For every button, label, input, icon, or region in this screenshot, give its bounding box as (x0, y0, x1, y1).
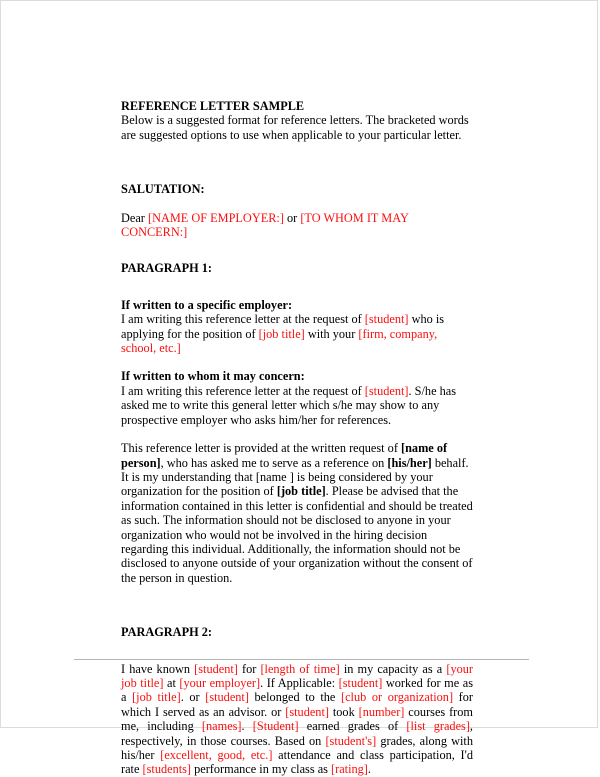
placeholder-your-job-title: [your job title] (121, 661, 473, 690)
bold-his-her: [his/her] (387, 455, 432, 470)
text-segment: . S/he has asked me to write this general letter which s/he may show to any prospective employer who asks him/her for references. (121, 383, 456, 427)
text-segment: earned grades of (298, 719, 407, 734)
placeholder-rating: [rating] (331, 762, 368, 777)
placeholder-firm-company-school: [firm, company, school, etc.] (121, 326, 438, 356)
placeholder-list-grades: [list grades] (406, 719, 470, 734)
bold-name-of-person: [name of person] (121, 441, 448, 470)
placeholder-job-title: [job title] (132, 690, 181, 705)
placeholder-names: [names] (201, 719, 242, 734)
spacer (121, 585, 473, 625)
placeholder-student: [student] (364, 312, 409, 327)
placeholder-student: [student] (364, 383, 409, 398)
text-segment: I am writing this reference letter at the request of (121, 312, 365, 327)
specific-employer-paragraph (121, 312, 473, 355)
paragraph2-heading: PARAGRAPH 2: (121, 625, 212, 640)
text-segment: behalf. It is my understanding that [name ] is being considered by your organization for the position of (121, 455, 469, 499)
text-segment: at (163, 675, 180, 690)
specific-employer-subheading: If written to a specific employer: (121, 297, 293, 312)
placeholder-job-title: [job title] (258, 326, 305, 341)
text-segment: . (241, 719, 253, 734)
text-segment: . Please be advised that the information contained in this letter is confidential and should be treated as such. The information should not be disclosed to anyone in your organization who would not be involved in the hiring decision regarding this individual. Additionally, the information should not be disclosed to anyone outside of your organization without the consent of the person in question. (121, 484, 473, 585)
page-divider-rule (74, 659, 529, 660)
salutation-prefix: Dear (121, 210, 148, 225)
placeholder-student-capital: [Student] (252, 719, 299, 734)
text-segment: , who has asked me to serve as a reference on (160, 455, 388, 470)
paragraph2-body (121, 662, 473, 777)
text-segment: , respectively, in those courses. Based on (121, 719, 473, 748)
placeholder-student: [student] (194, 661, 238, 676)
placeholder-excellent-good-etc: [excellent, good, etc.] (160, 748, 273, 762)
paragraph1-heading: PARAGRAPH 1: (121, 261, 212, 276)
spacer (121, 239, 473, 261)
text-segment: I have known (121, 661, 195, 676)
placeholder-student: [student] (205, 690, 249, 705)
text-segment: for which I served as an advisor. or (121, 690, 473, 719)
salutation-heading: SALUTATION: (121, 182, 205, 197)
bold-job-title: [job title] (276, 484, 326, 499)
spacer (121, 197, 473, 211)
text-segment: who is applying for the position of (121, 312, 445, 341)
text-segment: with your (304, 326, 359, 341)
spacer (121, 142, 473, 182)
placeholder-your-employer: [your employer] (179, 675, 261, 690)
salutation-line (121, 211, 473, 240)
whom-it-may-concern-paragraph (121, 384, 473, 427)
text-segment: performance in my class as (191, 762, 332, 777)
placeholder-number: [number] (358, 704, 405, 719)
salutation-middle: or (283, 210, 301, 225)
text-segment: I am writing this reference letter at the request of (121, 383, 365, 398)
text-segment: grades, along with his/her (121, 733, 473, 762)
text-segment: . If Applicable: (260, 675, 339, 690)
intro-paragraph: Below is a suggested format for reference letters. The bracketed words are suggested options to use when applicable to your particular letter. (121, 113, 469, 142)
text-segment: . (367, 762, 371, 777)
text-segment: attendance and class participation, I'd rate (121, 748, 474, 777)
placeholder-student: [student] (338, 675, 383, 690)
spacer (121, 427, 473, 441)
text-segment: worked for me as a (121, 675, 473, 705)
text-segment: took (328, 704, 359, 719)
placeholder-students: [students] (142, 762, 192, 777)
placeholder-student: [student] (285, 704, 329, 719)
placeholder-length-of-time: [length of time] (260, 661, 340, 676)
text-segment: belonged to the (248, 690, 341, 705)
text-segment: in my capacity as a (339, 661, 447, 676)
whom-it-may-concern-subheading: If written to whom it may concern: (121, 369, 305, 384)
confidential-paragraph (121, 441, 473, 585)
document-body (121, 99, 473, 777)
placeholder-name-of-employer: [NAME OF EMPLOYER:] (147, 210, 284, 225)
placeholder-to-whom-it-may-concern: [TO WHOM IT MAY CONCERN:] (121, 210, 409, 240)
spacer (121, 355, 473, 369)
text-segment: This reference letter is provided at the written request of (121, 441, 401, 456)
placeholder-club-or-organization: [club or organization] (341, 690, 454, 705)
text-segment: for (237, 661, 261, 676)
text-segment: . or (180, 690, 206, 705)
spacer (121, 276, 473, 298)
page-title: REFERENCE LETTER SAMPLE (121, 99, 305, 113)
placeholder-students-possessive: [student's] (325, 733, 377, 748)
text-segment: courses from me, including (121, 704, 473, 734)
